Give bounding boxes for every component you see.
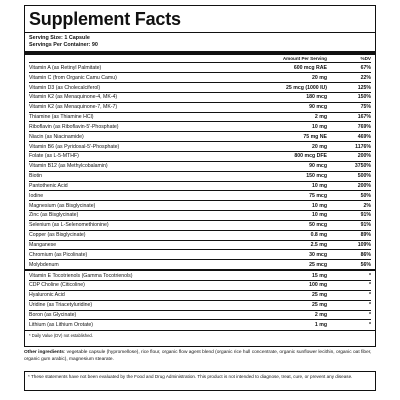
nutrient-dv: 75% bbox=[360, 104, 371, 111]
nutrient-dv: 109% bbox=[357, 242, 371, 249]
header-dv: %DV bbox=[360, 56, 371, 62]
nutrient-dv: 3750% bbox=[354, 163, 371, 170]
nutrient-dv: 91% bbox=[360, 222, 371, 229]
nutrient-row bbox=[29, 201, 371, 211]
nutrient-dv: 469% bbox=[357, 133, 371, 140]
nutrient-name: Vitamin B6 (as Pyridoxal-5'-Phosphate) bbox=[29, 143, 120, 150]
nutrient-dv: 50% bbox=[360, 192, 371, 199]
nutrient-amount: 20 mg bbox=[312, 74, 327, 81]
nutrient-name: Selenium (as L-Selenomethionine) bbox=[29, 222, 109, 229]
nutrient-name: Chromium (as Picolinate) bbox=[29, 251, 88, 258]
serving-info bbox=[29, 33, 371, 49]
nutrient-amount: 25 mg bbox=[312, 302, 327, 309]
nutrient-name: Molybdenum bbox=[29, 261, 59, 268]
nutrient-amount: 90 mcg bbox=[309, 104, 327, 111]
nutrient-amount: 10 mg bbox=[312, 182, 327, 189]
nutrient-row bbox=[29, 83, 371, 93]
nutrient-name: Boron (as Glycinate) bbox=[29, 311, 77, 318]
nutrient-row bbox=[29, 271, 371, 281]
nutrient-amount: 800 mcg DFE bbox=[294, 153, 327, 160]
nutrient-row bbox=[29, 291, 371, 301]
nutrient-amount: 25 mg bbox=[312, 292, 327, 299]
nutrient-dv: 56% bbox=[360, 261, 371, 268]
nutrient-dv: * bbox=[368, 311, 371, 318]
nutrient-name: Riboflavin (as Riboflavin-5'-Phosphate) bbox=[29, 123, 119, 130]
table-header bbox=[29, 55, 371, 63]
nutrient-name: Magnesium (as Bisglycinate) bbox=[29, 202, 96, 209]
nutrient-dv: * bbox=[368, 321, 371, 328]
nutrient-row bbox=[29, 93, 371, 103]
nutrient-dv: 89% bbox=[360, 232, 371, 239]
nutrient-amount: 90 mcg bbox=[309, 163, 327, 170]
nutrient-row bbox=[29, 73, 371, 83]
nutrient-amount: 10 mg bbox=[312, 212, 327, 219]
nutrient-name: Vitamin A (as Retinyl Palmitate) bbox=[29, 64, 102, 71]
nutrient-name: Niacin (as Niacinamide) bbox=[29, 133, 84, 140]
nutrient-name: Vitamin D3 (as Cholecalciferol) bbox=[29, 84, 101, 91]
nutrient-name: Vitamin C (from Organic Camu Camu) bbox=[29, 74, 117, 81]
nutrient-row bbox=[29, 320, 371, 329]
nutrient-name: Copper (as Bisglycinate) bbox=[29, 232, 86, 239]
nutrient-row bbox=[29, 250, 371, 260]
nutrient-dv: * bbox=[368, 292, 371, 299]
nutrient-row bbox=[29, 113, 371, 123]
nutrient-amount: 75 mcg bbox=[309, 192, 327, 199]
nutrient-name: Vitamin K2 (as Menaquinone-7, MK-7) bbox=[29, 104, 118, 111]
nutrient-dv: 167% bbox=[357, 114, 371, 121]
nutrient-dv: 67% bbox=[360, 64, 371, 71]
nutrient-amount: 180 mcg bbox=[306, 94, 327, 101]
nutrient-dv: 1176% bbox=[355, 143, 371, 150]
other-ingredients-label: Other ingredients bbox=[24, 350, 64, 355]
nutrient-dv: 91% bbox=[360, 212, 371, 219]
nutrient-amount: 50 mcg bbox=[309, 222, 327, 229]
nutrient-row bbox=[29, 301, 371, 311]
nutrient-name: Folate (as L-5-MTHF) bbox=[29, 153, 79, 160]
other-ingredients bbox=[24, 350, 376, 364]
nutrient-row bbox=[29, 221, 371, 231]
nutrient-dv: 769% bbox=[357, 123, 371, 130]
nutrient-row bbox=[29, 191, 371, 201]
nutrient-dv: * bbox=[368, 282, 371, 289]
nutrient-name: Hyaluronic Acid bbox=[29, 292, 65, 299]
nutrient-name: Iodine bbox=[29, 192, 44, 199]
panel-title: Supplement Facts bbox=[29, 9, 181, 29]
nutrient-row bbox=[29, 162, 371, 172]
nutrient-name: Manganese bbox=[29, 242, 57, 249]
nutrient-name: Lithium (as Lithium Orotate) bbox=[29, 321, 94, 328]
nutrient-dv: 200% bbox=[357, 182, 371, 189]
nutrient-row bbox=[29, 211, 371, 221]
nutrient-row bbox=[29, 182, 371, 192]
nutrient-name: Thiamine (as Thiamine HCl) bbox=[29, 114, 94, 121]
nutrient-amount: 2.5 mg bbox=[310, 242, 327, 249]
nutrient-row bbox=[29, 241, 371, 251]
nutrient-name: Vitamin E Tocotrienols (Gamma Tocotrienols) bbox=[29, 272, 133, 279]
nutrient-row bbox=[29, 311, 371, 321]
nutrient-dv: 500% bbox=[357, 173, 371, 180]
nutrient-row bbox=[29, 103, 371, 113]
nutrient-amount: 2 mg bbox=[314, 114, 327, 121]
supplement-facts-panel bbox=[24, 5, 376, 347]
nutrient-amount: 100 mg bbox=[309, 282, 327, 289]
nutrient-amount: 30 mcg bbox=[309, 251, 327, 258]
nutrient-amount: 20 mg bbox=[312, 143, 327, 150]
nutrient-rows bbox=[29, 63, 371, 269]
nutrient-row bbox=[29, 152, 371, 162]
nutrient-name: CDP Choline (Citicoline) bbox=[29, 282, 85, 289]
servings-per-container: Servings Per Container: 90 bbox=[29, 42, 98, 49]
nutrient-dv: 22% bbox=[360, 74, 371, 81]
nutrient-amount: 1 mg bbox=[314, 321, 327, 328]
nutrient-amount: 75 mg NE bbox=[303, 133, 327, 140]
nutrient-name: Zinc (as Bisglycinate) bbox=[29, 212, 79, 219]
nutrient-amount: 25 mcg bbox=[309, 261, 327, 268]
nutrient-dv: 2% bbox=[363, 202, 371, 209]
nutrient-name: Vitamin B12 (as Methylcobalamin) bbox=[29, 163, 108, 170]
nutrient-amount: 600 mcg RAE bbox=[293, 64, 327, 71]
nutrient-amount: 10 mg bbox=[312, 202, 327, 209]
nutrient-name: Uridine (as Triacetyluridine) bbox=[29, 302, 93, 309]
nutrient-dv: 125% bbox=[357, 84, 371, 91]
nutrient-amount: 15 mg bbox=[312, 272, 327, 279]
fda-disclaimer: * These statements have not been evaluated by the Food and Drug Administration. This product is not intended to diagnose, treat, cure, or prevent any disease. bbox=[24, 371, 376, 391]
nutrient-amount: 25 mcg (1000 IU) bbox=[286, 84, 327, 91]
nutrient-dv: * bbox=[368, 272, 371, 279]
nutrient-name: Biotin bbox=[29, 173, 42, 180]
other-ingredients-text: : vegetable capsule (hypromellose), rice flour, organic flow agent blend (organic rice hull concentrate, organic sunflower lecithin, organic oat fiber, organic gum arabic), magnesium stearate. bbox=[24, 350, 372, 362]
nutrient-row bbox=[29, 281, 371, 291]
nutrient-row bbox=[29, 142, 371, 152]
other-nutrient-rows bbox=[29, 271, 371, 329]
nutrient-row bbox=[29, 172, 371, 182]
nutrient-amount: 10 mg bbox=[312, 123, 327, 130]
serving-size: Serving Size: 1 Capsule bbox=[29, 35, 90, 41]
nutrient-dv: 200% bbox=[357, 153, 371, 160]
dv-footnote: * Daily Value (DV) not established. bbox=[29, 333, 93, 339]
nutrient-row bbox=[29, 122, 371, 132]
header-amount: Amount Per Serving bbox=[282, 56, 327, 62]
nutrient-amount: 150 mcg bbox=[306, 173, 327, 180]
nutrient-dv: * bbox=[368, 302, 371, 309]
nutrient-dv: 150% bbox=[357, 94, 371, 101]
nutrient-row bbox=[29, 63, 371, 73]
nutrient-row bbox=[29, 260, 371, 269]
nutrient-name: Vitamin K2 (as Menaquinone-4, MK-4) bbox=[29, 94, 118, 101]
nutrient-amount: 0.8 mg bbox=[310, 232, 327, 239]
nutrient-amount: 2 mg bbox=[314, 311, 327, 318]
nutrient-name: Pantothenic Acid bbox=[29, 182, 68, 189]
nutrient-row bbox=[29, 132, 371, 142]
nutrient-dv: 86% bbox=[360, 251, 371, 258]
nutrient-row bbox=[29, 231, 371, 241]
